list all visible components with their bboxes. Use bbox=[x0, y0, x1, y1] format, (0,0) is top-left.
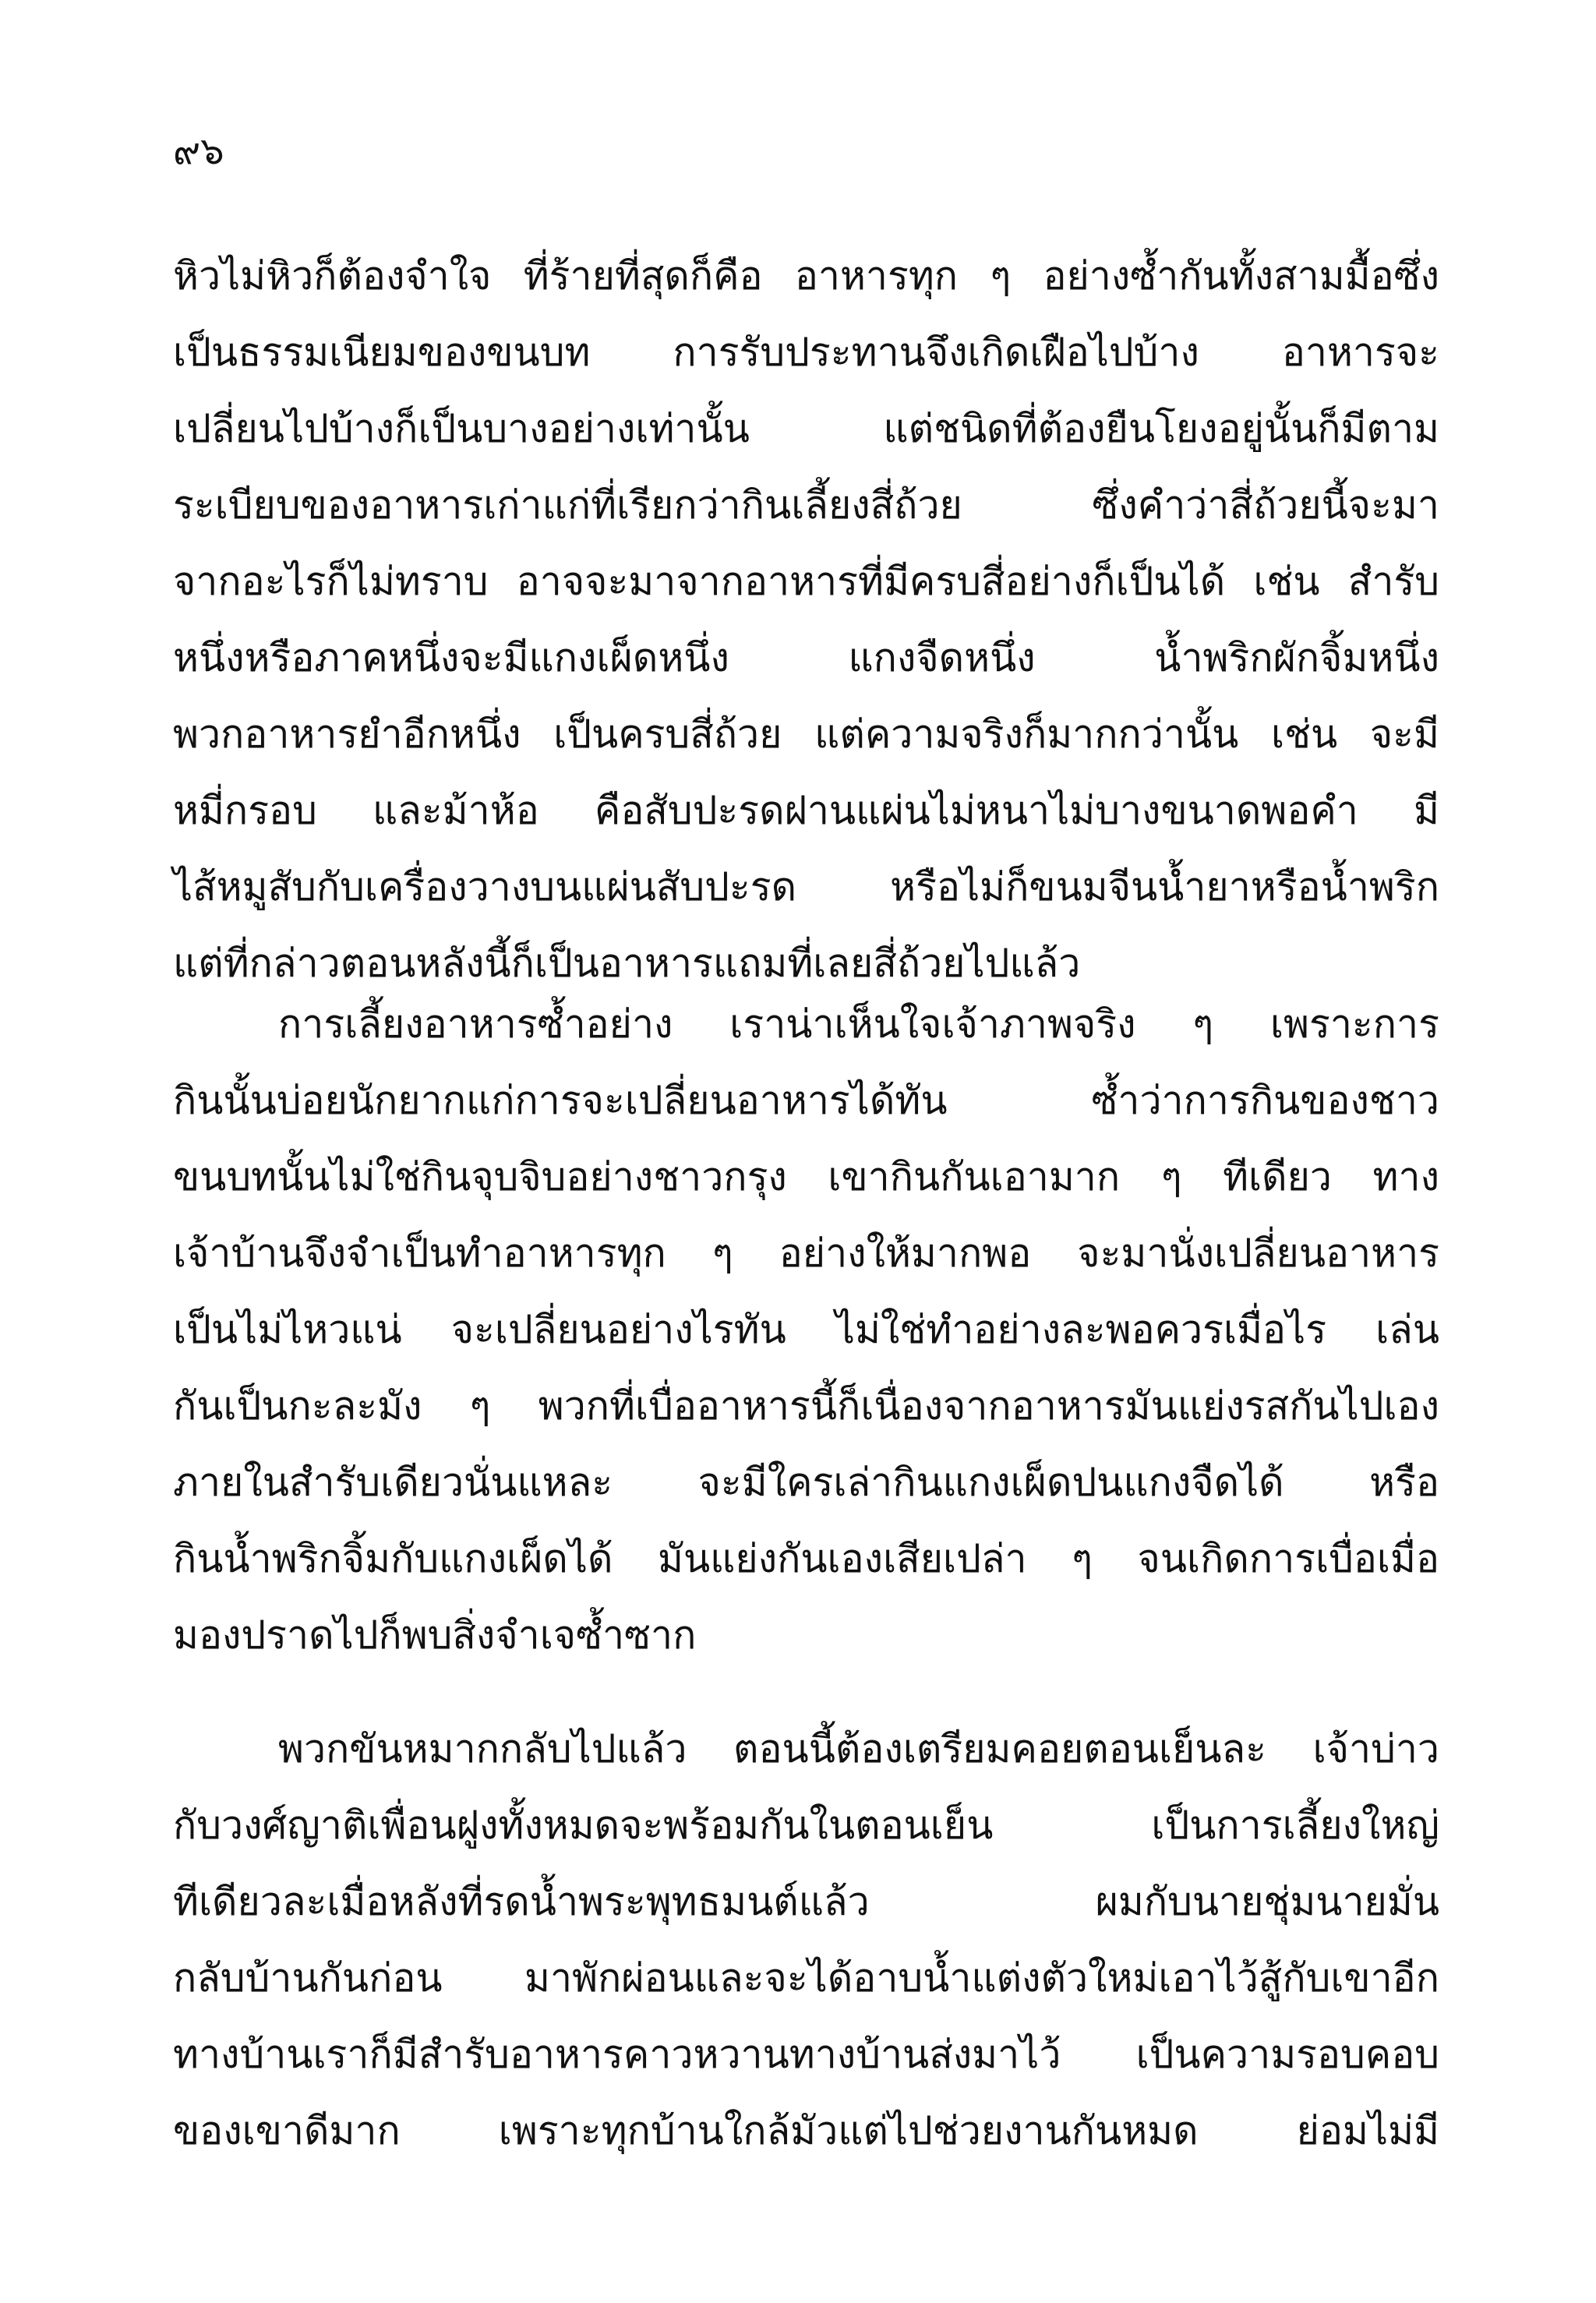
text-line: หนึ่งหรือภาคหนึ่งจะมีแกงเผ็ดหนึ่ง แกงจืดหนึ่ง น้ำพริกผักจิ้มหนึ่ง bbox=[173, 635, 1439, 680]
text-line: ระเบียบของอาหารเก่าแก่ที่เรียกว่ากินเลี้ยงสี่ถ้วย ซึ่งคำว่าสี่ถ้วยนี้จะมา bbox=[173, 482, 1439, 528]
text-line: กับวงศ์ญาติเพื่อนฝูงทั้งหมดจะพร้อมกันในตอนเย็น เป็นการเลี้ยงใหญ่ bbox=[173, 1803, 1439, 1848]
text-line: การเลี้ยงอาหารซ้ำอย่าง เราน่าเห็นใจเจ้าภาพจริง ๆ เพราะการ bbox=[278, 1001, 1439, 1047]
text-line: กลับบ้านกันก่อน มาพักผ่อนและจะได้อาบน้ำแต่งตัวใหม่เอาไว้สู้กับเขาอีก bbox=[173, 1955, 1439, 2001]
text-line: ภายในสำรับเดียวนั่นแหละ จะมีใครเล่ากินแกงเผ็ดปนแกงจืดได้ หรือ bbox=[173, 1460, 1439, 1505]
text-line: ไส้หมูสับกับเครื่องวางบนแผ่นสับปะรด หรือไม่ก็ขนมจีนน้ำยาหรือน้ำพริก bbox=[173, 864, 1439, 910]
text-line: กันเป็นกะละมัง ๆ พวกที่เบื่ออาหารนี้ก็เนื่องจากอาหารมันแย่งรสกันไปเอง bbox=[173, 1383, 1439, 1429]
text-line: พวกขันหมากกลับไปแล้ว ตอนนี้ต้องเตรียมคอยตอนเย็นละ เจ้าบ่าว bbox=[278, 1726, 1439, 1771]
text-line: หมี่กรอบ และม้าห้อ คือสับปะรดฝานแผ่นไม่หนาไม่บางขนาดพอคำ มี bbox=[173, 788, 1439, 833]
paragraph-3 bbox=[173, 1711, 1439, 2169]
text-line: หิวไม่หิวก็ต้องจำใจ ที่ร้ายที่สุดก็คือ อาหารทุก ๆ อย่างซ้ำกันทั้งสามมื้อซึ่ง bbox=[173, 253, 1439, 298]
text-line: เป็นธรรมเนียมของขนบท การรับประทานจึงเกิดเฝือไปบ้าง อาหารจะ bbox=[173, 330, 1439, 375]
text-line: ขนบทนั้นไม่ใช่กินจุบจิบอย่างชาวกรุง เขากินกันเอามาก ๆ ทีเดียว ทาง bbox=[173, 1154, 1439, 1199]
text-line: แต่ที่กล่าวตอนหลังนี้ก็เป็นอาหารแถมที่เลยสี่ถ้วยไปแล้ว bbox=[173, 941, 1081, 986]
text-line: ทางบ้านเราก็มีสำรับอาหารคาวหวานทางบ้านส่งมาไว้ เป็นความรอบคอบ bbox=[173, 2032, 1439, 2077]
text-line: เป็นไม่ไหวแน่ จะเปลี่ยนอย่างไรทัน ไม่ใช่ทำอย่างละพอควรเมื่อไร เล่น bbox=[173, 1307, 1439, 1352]
text-line: เปลี่ยนไปบ้างก็เป็นบางอย่างเท่านั้น แต่ชนิดที่ต้องยืนโยงอยู่นั้นก็มีตาม bbox=[173, 406, 1439, 451]
paragraph-1 bbox=[173, 238, 1439, 1001]
text-line: มองปราดไปก็พบสิ่งจำเจซ้ำซาก bbox=[173, 1612, 697, 1658]
page-number: ๙๖ bbox=[173, 129, 224, 173]
text-line: พวกอาหารยำอีกหนึ่ง เป็นครบสี่ถ้วย แต่ความจริงก็มากกว่านั้น เช่น จะมี bbox=[173, 712, 1439, 757]
paragraph-2 bbox=[173, 986, 1439, 1673]
text-line: ทีเดียวละเมื่อหลังที่รดน้ำพระพุทธมนต์แล้ว ผมกับนายชุ่มนายมั่น bbox=[173, 1879, 1439, 1924]
text-line: เจ้าบ้านจึงจำเป็นทำอาหารทุก ๆ อย่างให้มากพอ จะมานั่งเปลี่ยนอาหาร bbox=[173, 1231, 1439, 1276]
text-line: กินน้ำพริกจิ้มกับแกงเผ็ดได้ มันแย่งกันเองเสียเปล่า ๆ จนเกิดการเบื่อเมื่อ bbox=[173, 1536, 1439, 1581]
text-line: กินนั้นบ่อยนักยากแก่การจะเปลี่ยนอาหารได้ทัน ซ้ำว่าการกินของชาว bbox=[173, 1078, 1439, 1123]
text-line: ของเขาดีมาก เพราะทุกบ้านใกล้มัวแต่ไปช่วยงานกันหมด ย่อมไม่มี bbox=[173, 2108, 1439, 2153]
text-line: จากอะไรก็ไม่ทราบ อาจจะมาจากอาหารที่มีครบสี่อย่างก็เป็นได้ เช่น สำรับ bbox=[173, 559, 1439, 604]
